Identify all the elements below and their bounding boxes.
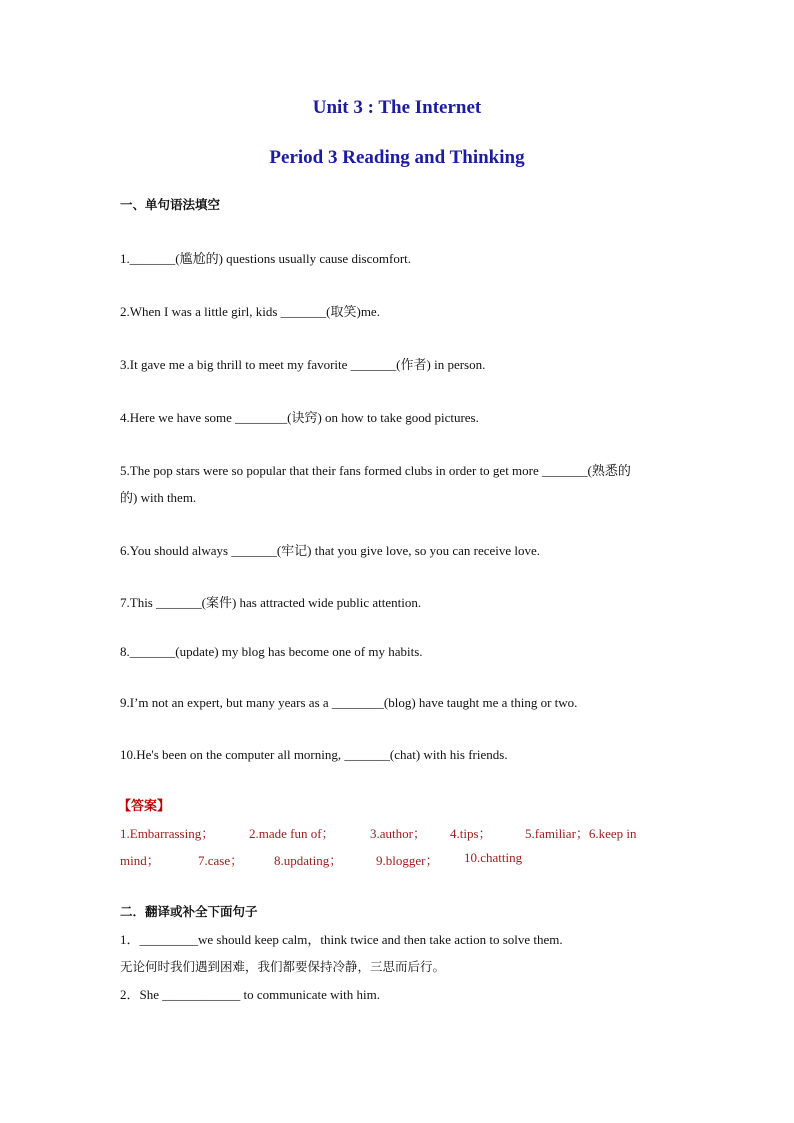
answer-4: 4.tips； xyxy=(450,826,492,841)
question-6: 6.You should always _______(牢记) that you give love, so you can receive love. xyxy=(120,543,541,558)
document-title: Unit 3 : The Internet xyxy=(312,97,482,118)
question-5-continuation: 的) with them. xyxy=(120,490,197,505)
question-8: 8._______(update) my blog has become one of my habits. xyxy=(120,644,423,659)
answer-2: 2.made fun of； xyxy=(249,826,335,841)
answer-3: 3.author； xyxy=(370,826,426,841)
question-10: 10.He's been on the computer all morning, _______(chat) with his friends. xyxy=(120,747,508,762)
section1-heading: 一、单句语法填空 xyxy=(120,197,221,212)
question-3: 3.It gave me a big thrill to meet my favorite _______(作者) in person. xyxy=(120,357,486,372)
question-7: 7.This _______(案件) has attracted wide public attention. xyxy=(120,595,422,610)
question-4: 4.Here we have some ________(诀窍) on how to take good pictures. xyxy=(120,410,479,425)
answer-9: 9.blogger； xyxy=(376,853,439,868)
translation-1-chinese: 无论何时我们遇到困难，我们都要保持冷静，三思而后行。 xyxy=(120,959,446,974)
section2-heading: 二．翻译或补全下面句子 xyxy=(120,904,258,919)
question-5: 5.The pop stars were so popular that their fans formed clubs in order to get more _______(熟悉的 xyxy=(120,463,631,478)
question-2: 2.When I was a little girl, kids _______(取笑)me. xyxy=(120,304,380,319)
question-1: 1._______(尴尬的) questions usually cause discomfort. xyxy=(120,251,412,266)
answer-5-6: 5.familiar；6.keep in xyxy=(525,826,637,841)
answer-8: 8.updating； xyxy=(274,853,343,868)
document-subtitle: Period 3 Reading and Thinking xyxy=(269,147,525,168)
answer-7: 7.case； xyxy=(198,853,244,868)
answer-1: 1.Embarrassing； xyxy=(120,826,215,841)
answer-6-continued: mind； xyxy=(120,853,160,868)
translation-2: 2．She ____________ to communicate with him. xyxy=(120,987,380,1002)
answer-10: 10.chatting xyxy=(464,850,523,865)
question-9: 9.I’m not an expert, but many years as a ________(blog) have taught me a thing or two. xyxy=(120,695,578,710)
translation-1: 1．_________we should keep calm，think twice and then take action to solve them. xyxy=(120,932,563,947)
answer-label: 【答案】 xyxy=(118,799,171,814)
